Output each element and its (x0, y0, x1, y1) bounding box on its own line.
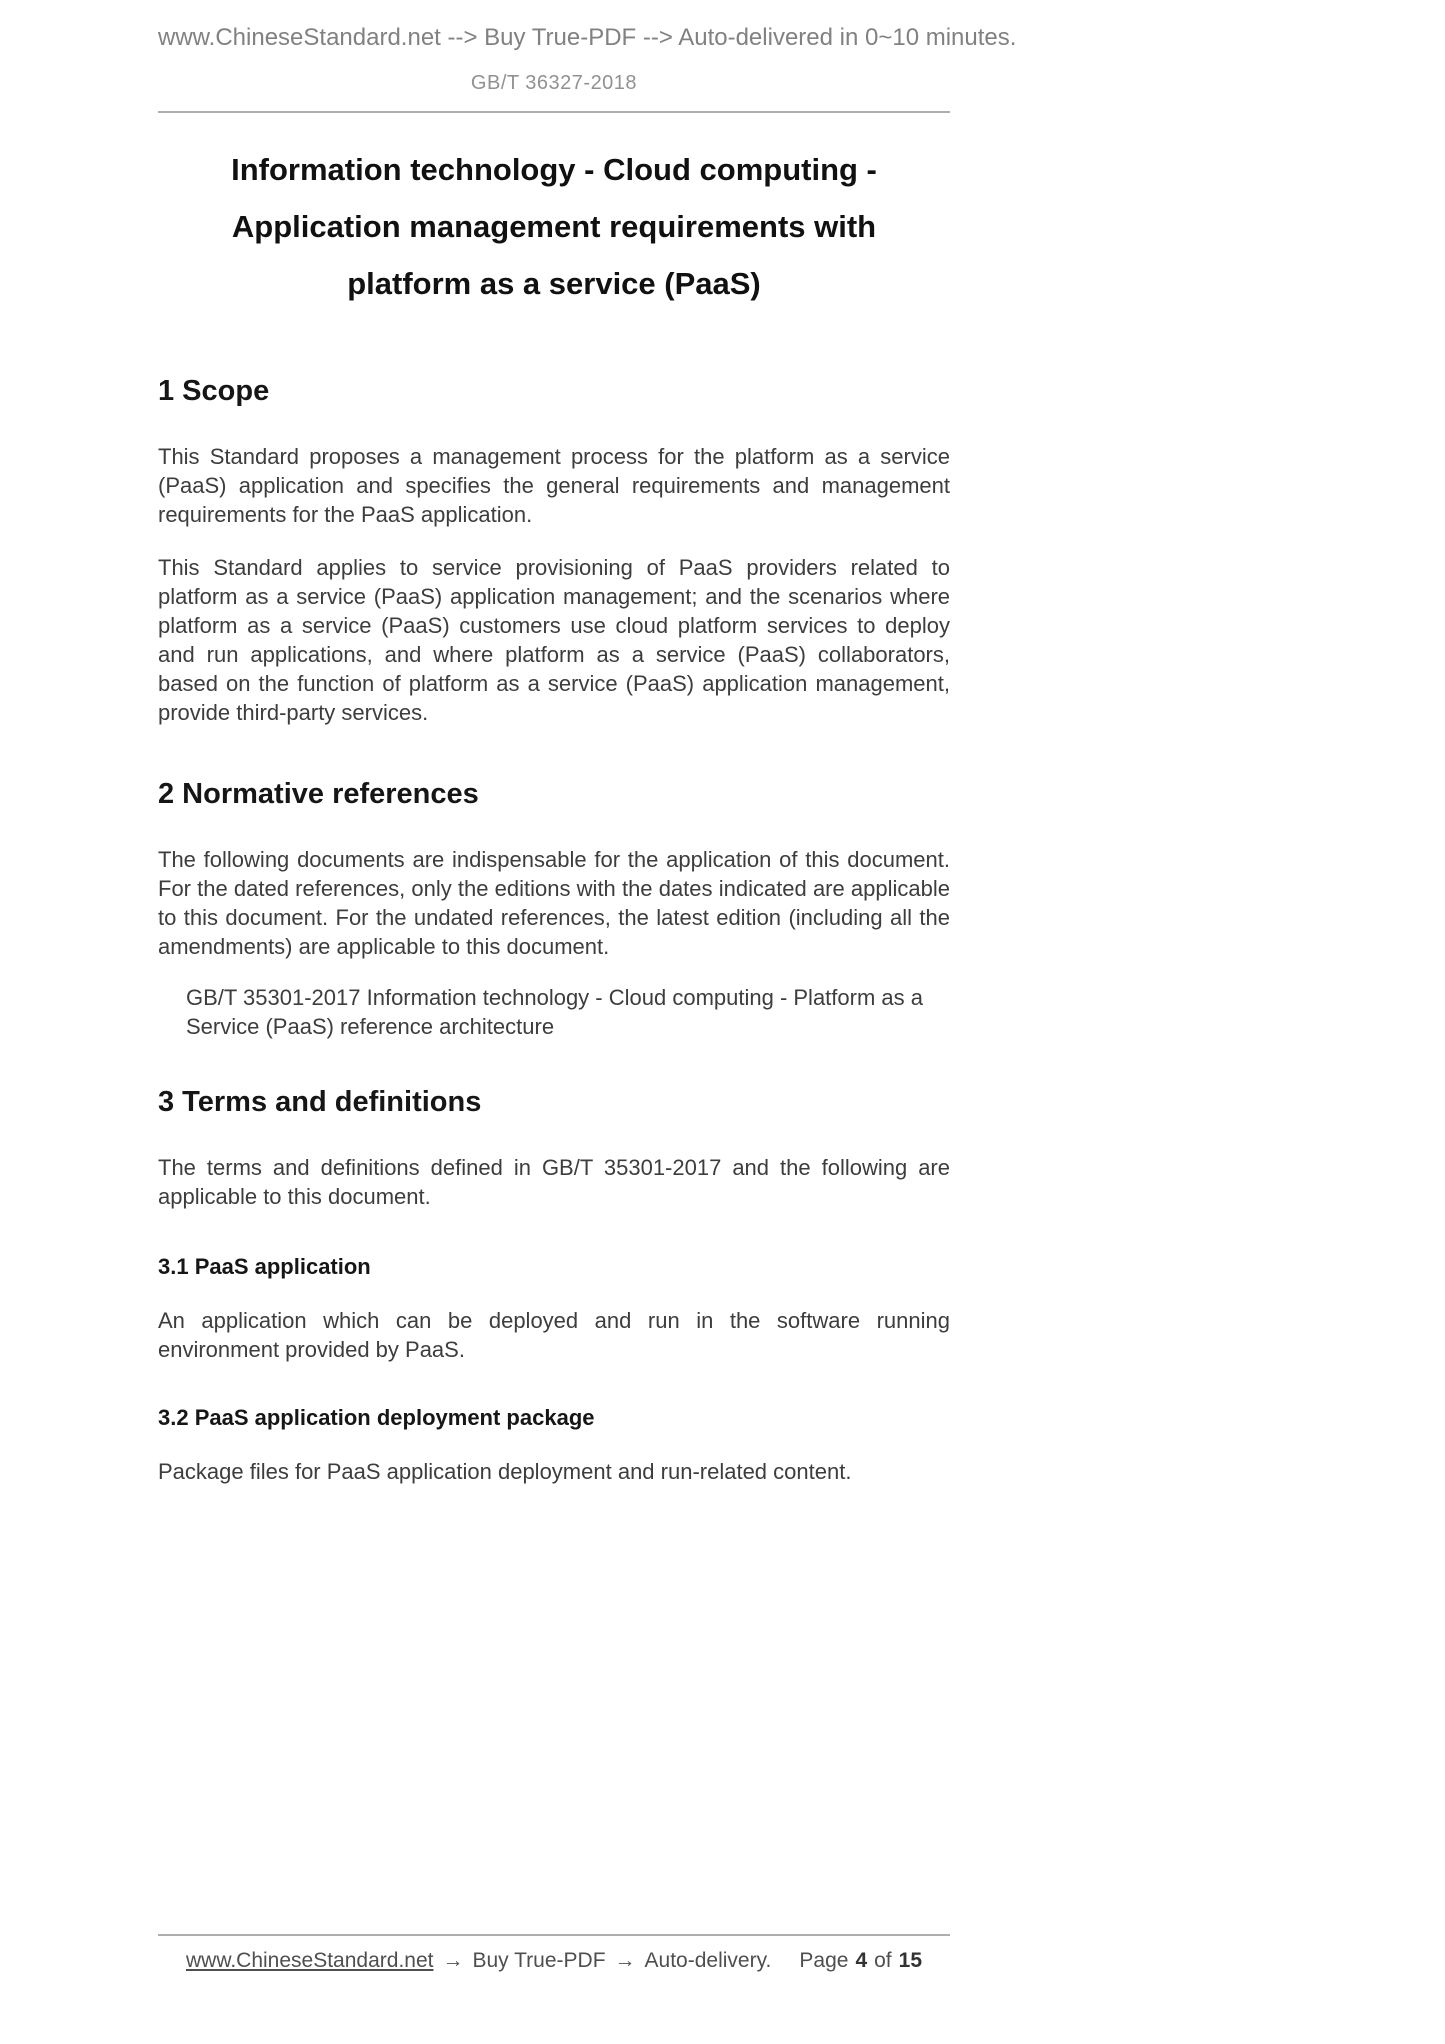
normative-reference-item: GB/T 35301-2017 Information technology - Cloud computing - Platform as a Service (PaaS) reference architecture (186, 985, 923, 1039)
document-title-line-1: Information technology - Cloud computing - (231, 152, 877, 187)
footer-of-label: of (874, 1949, 892, 1972)
normative-references-paragraph: The following documents are indispensable for the application of this document. For the dated references, only the editions with the dates indicated are applicable to this document. For the undated references, the latest edition (including all the amendments) are applicable to this document. (158, 847, 950, 959)
section-heading-terms-definitions: 3 Terms and definitions (158, 1086, 482, 1118)
footer-page-label: Page (799, 1949, 849, 1972)
footer-buy-label: Buy True-PDF (472, 1949, 606, 1972)
arrow-right-icon: → (614, 1949, 636, 1972)
footer-row (158, 1949, 950, 1973)
document-title (158, 141, 950, 312)
document-number: GB/T 36327-2018 (470, 72, 638, 94)
scope-paragraph-1: This Standard proposes a management process for the platform as a service (PaaS) application and specifies the general requirements and management requirements for the PaaS application. (158, 444, 950, 527)
arrow-right-icon: → (442, 1949, 464, 1972)
site-header-line: www.ChineseStandard.net --> Buy True-PDF --> Auto-delivered in 0~10 minutes. (158, 24, 1017, 51)
footer-delivery-label: Auto-delivery. (644, 1949, 772, 1972)
header-divider (158, 111, 950, 113)
term-heading-3-2: 3.2 PaaS application deployment package (158, 1405, 595, 1430)
page-footer (158, 1934, 950, 1973)
term-definition-3-2: Package files for PaaS application deployment and run-related content. (158, 1459, 852, 1484)
section-heading-normative-references: 2 Normative references (158, 778, 479, 810)
terms-intro-paragraph: The terms and definitions defined in GB/T 35301-2017 and the following are applicable to this document. (158, 1155, 950, 1209)
document-title-line-2: Application management requirements with (231, 209, 877, 244)
footer-page-total: 15 (898, 1949, 922, 1972)
footer-site-info (186, 1949, 771, 1973)
page-content (158, 0, 1017, 1486)
scope-paragraph-2: This Standard applies to service provisioning of PaaS providers related to platform as a service (PaaS) application management; and the scenarios where platform as a service (PaaS) customers use cloud platform services to deploy and run applications, and where platform as a service (PaaS) collaborators, based on the function of platform as a service (PaaS) application management, provide third-party services. (158, 555, 950, 725)
footer-page-indicator (799, 1949, 922, 1973)
term-heading-3-1: 3.1 PaaS application (158, 1254, 371, 1279)
term-definition-3-1: An application which can be deployed and run in the software running environment provided by PaaS. (158, 1308, 950, 1362)
document-title-line-3: platform as a service (PaaS) (347, 266, 761, 301)
footer-divider (158, 1934, 950, 1936)
footer-page-current: 4 (855, 1949, 868, 1972)
section-heading-scope: 1 Scope (158, 375, 270, 407)
footer-site-link[interactable]: www.ChineseStandard.net (186, 1949, 434, 1972)
